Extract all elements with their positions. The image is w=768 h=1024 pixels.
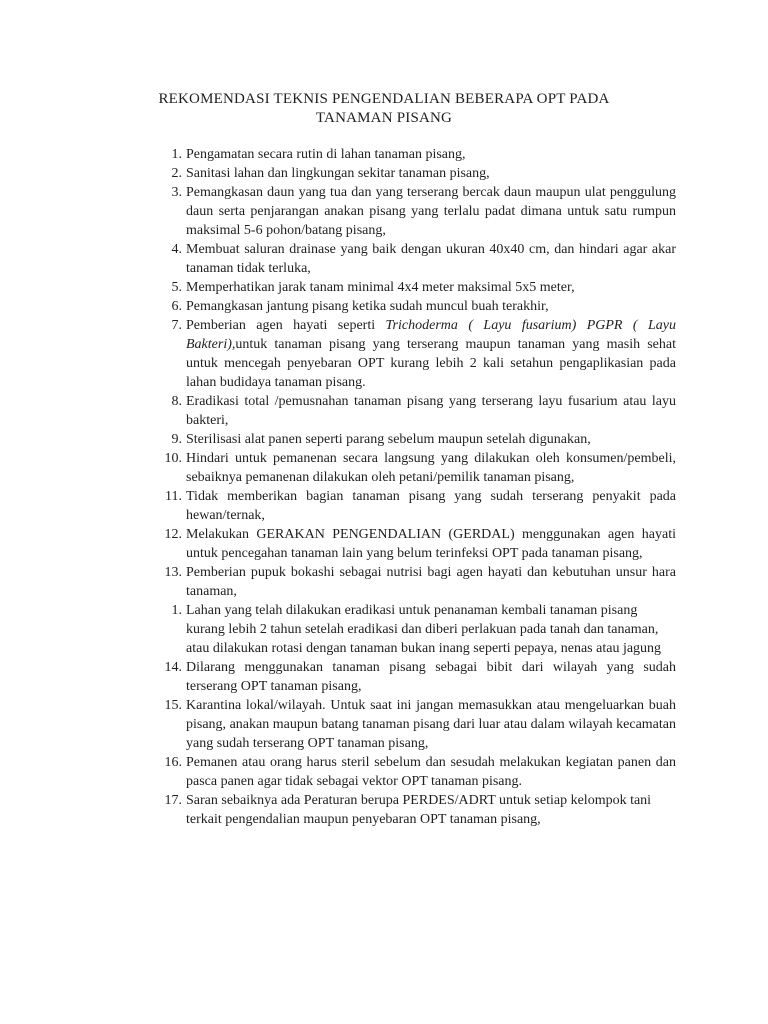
list-item-number: 3. (171, 185, 182, 200)
list-item-text (186, 316, 676, 392)
list-item (148, 240, 676, 278)
list-item-text-suffix: untuk tanaman pisang yang terserang maupun tanaman yang masih sehat untuk mencegah penyebaran OPT kurang lebih 2 kali setahun pengaplikasian pada lahan budidaya tanaman pisang. (186, 337, 676, 390)
list-item (148, 449, 676, 487)
list-item-number: 16. (164, 755, 182, 770)
list-item-text-prefix: Pemberian agen hayati seperti (186, 318, 386, 333)
list-item-number: 1. (171, 147, 182, 162)
recommendation-list (148, 145, 676, 829)
list-item-number: 6. (171, 299, 182, 314)
list-item-number: 14. (164, 660, 182, 675)
list-item-number: 1. (171, 603, 182, 618)
list-item (148, 392, 676, 430)
list-item-text: Sanitasi lahan dan lingkungan sekitar tanaman pisang, (186, 166, 490, 181)
list-item-text: Saran sebaiknya ada Peraturan berupa PERDES/ADRT untuk setiap kelompok tani terkait pengendalian maupun penyebaran OPT tanaman pisang, (186, 793, 652, 827)
list-item (148, 430, 676, 449)
list-item (148, 791, 676, 829)
list-item-number: 2. (171, 166, 182, 181)
list-item (148, 525, 676, 563)
list-item-text: Memperhatikan jarak tanam minimal 4x4 meter maksimal 5x5 meter, (186, 280, 575, 295)
list-item-number: 4. (171, 242, 182, 257)
list-item-number: 12. (164, 527, 182, 542)
list-item (148, 658, 676, 696)
list-item-number: 17. (164, 793, 182, 808)
list-item (148, 753, 676, 791)
list-item-number: 9. (171, 432, 182, 447)
list-item-number: 8. (171, 394, 182, 409)
list-item (148, 145, 676, 164)
list-item-number: 5. (171, 280, 182, 295)
list-item-text: Melakukan GERAKAN PENGENDALIAN (GERDAL) menggunakan agen hayati untuk pencegahan tanaman lain yang belum terinfeksi OPT pada tanaman pisang, (186, 527, 676, 561)
list-item (148, 278, 676, 297)
list-item-number: 7. (171, 318, 182, 333)
list-item-text: Karantina lokal/wilayah. Untuk saat ini jangan memasukkan atau mengeluarkan buah pisang, anakan maupun batang tanaman pisang dari luar atau dalam wilayah kecamatan yang sudah terserang OPT tanaman pisang, (186, 698, 676, 751)
list-item-text: Sterilisasi alat panen seperti parang sebelum maupun setelah digunakan, (186, 432, 591, 447)
list-item (148, 696, 676, 753)
list-item (148, 183, 676, 240)
list-item (148, 297, 676, 316)
list-item (148, 316, 676, 392)
list-item-text: Membuat saluran drainase yang baik dengan ukuran 40x40 cm, dan hindari agar akar tanaman tidak terluka, (186, 242, 676, 276)
list-item-text: Tidak memberikan bagian tanaman pisang yang sudah terserang penyakit pada hewan/ternak, (186, 489, 676, 523)
list-item-text: Pemangkasan jantung pisang ketika sudah muncul buah terakhir, (186, 299, 549, 314)
list-item-text: Pengamatan secara rutin di lahan tanaman pisang, (186, 147, 466, 162)
list-item-number: 15. (164, 698, 182, 713)
list-item-text: Pemangkasan daun yang tua dan yang terserang bercak daun maupun ulat penggulung daun serta penjarangan anakan pisang yang terlalu padat dimana untuk satu rumpun maksimal 5-6 pohon/batang pisang, (186, 185, 676, 238)
list-item-text: Hindari untuk pemanenan secara langsung yang dilakukan oleh konsumen/pembeli, sebaiknya pemanenan dilakukan oleh petani/pemilik tanaman pisang, (186, 451, 676, 485)
list-item-number: 11. (165, 489, 182, 504)
list-item-text-italic: Trichoderma ( Layu fusarium) PGPR ( Layu Bakteri), (186, 318, 676, 352)
list-item (148, 164, 676, 183)
list-item-text: Dilarang menggunakan tanaman pisang sebagai bibit dari wilayah yang sudah terserang OPT tanaman pisang, (186, 660, 676, 694)
document-title-line-2: TANAMAN PISANG (315, 110, 453, 126)
list-item-number: 13. (164, 565, 182, 580)
list-item (148, 487, 676, 525)
list-item-text: Lahan yang telah dilakukan eradikasi untuk penanaman kembali tanaman pisang kurang lebih 2 tahun setelah eradikasi dan diberi perlakuan pada tanah dan tanaman, atau dilakukan rotasi dengan tanaman bukan inang seperti pepaya, nenas atau jagung (186, 603, 662, 656)
list-item-text: Pemanen atau orang harus steril sebelum dan sesudah melakukan kegiatan panen dan pasca panen agar tidak sebagai vektor OPT tanaman pisang. (186, 755, 676, 789)
list-item-text: Pemberian pupuk bokashi sebagai nutrisi bagi agen hayati dan kebutuhan unsur hara tanaman, (186, 565, 676, 599)
list-item-text: Eradikasi total /pemusnahan tanaman pisang yang terserang layu fusarium atau layu bakteri, (186, 394, 676, 428)
list-item (148, 563, 676, 601)
list-item (148, 601, 676, 658)
list-item-number: 10. (164, 451, 182, 466)
document-title-line-1: REKOMENDASI TEKNIS PENGENDALIAN BEBERAPA OPT PADA (158, 91, 610, 107)
